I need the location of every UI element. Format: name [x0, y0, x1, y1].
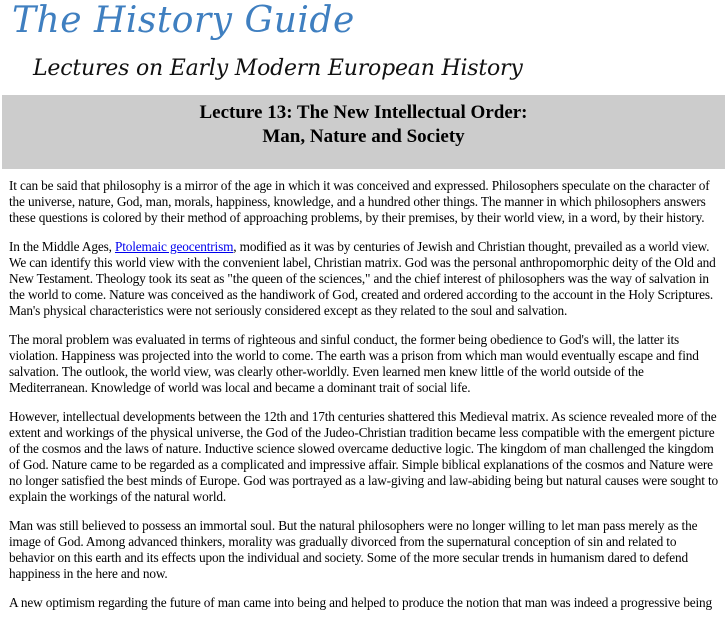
paragraph-5: Man was still believed to possess an immortal soul. But the natural philosophers were no longer willing to let man pass merely as the image of God. Among advanced thinkers, morality was gradually divorced from the supernatural conception of sin and related to behavior on this earth and its effects upon the individual and society. Some of the more secular trends in humanism dared to defend happiness in the here and now.: [9, 518, 698, 581]
paragraph-2: [9, 239, 721, 319]
lecture-title-line1: Lecture 13: The New Intellectual Order:: [199, 102, 528, 123]
site-title: The History Guide: [12, 0, 355, 41]
paragraph-2-rest: , modified as it was by centuries of Jewish and Christian thought, prevailed as a world view. We can identify this world view with the convenient label, Christian matrix. God was the personal anthropomorphic deity of the Old and New Testament. Theology took its seat as "the queen of the sciences," and the chief interest of philosophers was the way of salvation in the world to come. Nature was conceived as the handiwork of God, created and ordered according to the account in the Holy Scriptures. Man's physical characteristics were not seriously considered except as they related to the soul and salvation.: [9, 239, 716, 318]
lecture-content: [9, 178, 721, 624]
lecture-title: [2, 95, 725, 149]
ptolemaic-geocentrism-link[interactable]: Ptolemaic geocentrism: [114, 239, 234, 254]
paragraph-6: A new optimism regarding the future of man came into being and helped to produce the notion that man was indeed a progressive being: [9, 595, 712, 610]
paragraph-4: However, intellectual developments between the 12th and 17th centuries shattered this Medieval matrix. As science revealed more of the extent and workings of the physical universe, the God of the Judeo-Christian tradition became less compatible with the emergent picture of the cosmos and the laws of nature. Inductive science slowed overcame deductive logic. The kingdom of man challenged the kingdom of God. Nature came to be regarded as a complicated and impressive affair. Simple biblical explanations of the cosmos and Nature were no longer satisfied the best minds of Europe. God was portrayed as a law-giving and law-abiding being but natural causes were sought to explain the workings of the natural world.: [9, 409, 719, 504]
site-banner: [0, 0, 523, 92]
paragraph-2-intro: In the Middle Ages,: [9, 239, 115, 254]
paragraph-1: It can be said that philosophy is a mirror of the age in which it was conceived and expressed. Philosophers speculate on the character of the universe, nature, God, man, morals, happiness, knowledge, and a hundred other things. The manner in which philosophers answers these questions is colored by their method of approaching problems, by their premises, by their world view, in a word, by their history.: [9, 178, 710, 225]
site-subtitle: Lectures on Early Modern European History: [33, 56, 523, 81]
lecture-title-line2: Man, Nature and Society: [262, 126, 465, 147]
lecture-header: [2, 95, 725, 169]
paragraph-3: The moral problem was evaluated in terms of righteous and sinful conduct, the former being obedience to God's will, the latter its violation. Happiness was projected into the world to come. The earth was a prison from which man would eventually escape and find salvation. The outlook, the world view, was clearly other-worldly. Even learned men knew little of the world outside of the Mediterranean. Knowledge of world was local and became a dominant trait of social life.: [9, 332, 699, 395]
